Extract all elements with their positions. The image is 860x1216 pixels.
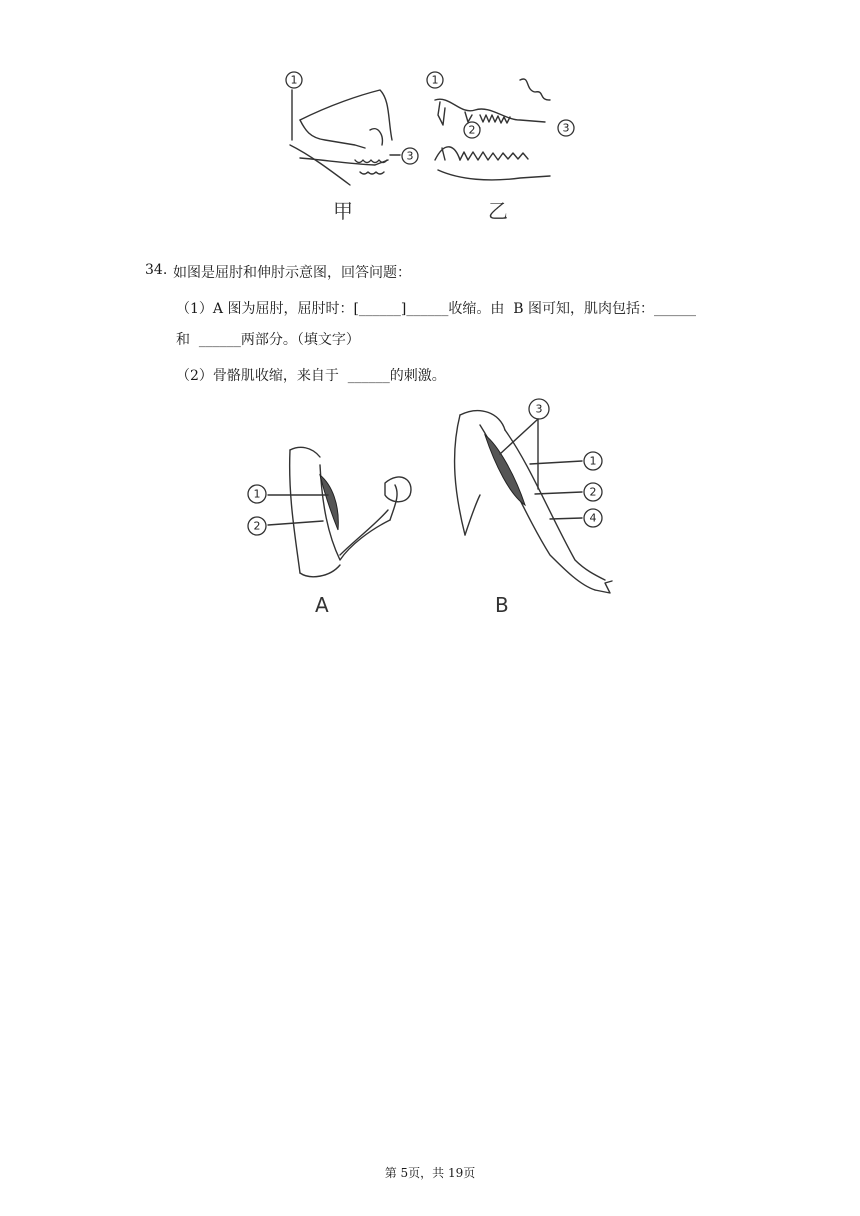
svg-text:3: 3	[562, 121, 570, 135]
marker-yi-3	[556, 118, 576, 138]
figure-label-b: B	[495, 593, 509, 617]
svg-text:2: 2	[468, 123, 476, 137]
svg-text:1: 1	[589, 454, 597, 468]
svg-text:3: 3	[535, 402, 543, 416]
svg-text:4: 4	[589, 511, 597, 525]
figure-label-a: A	[315, 593, 329, 617]
figure-label-jia: 甲	[333, 199, 353, 223]
svg-text:3: 3	[406, 149, 414, 163]
leader-lines-b	[470, 409, 610, 539]
svg-text:1: 1	[253, 487, 261, 501]
question-stem: 如图是屈肘和伸肘示意图，回答问题：	[173, 265, 411, 281]
marker-jia-3	[400, 146, 420, 166]
svg-text:2: 2	[253, 519, 261, 533]
flexed-arm-drawing	[240, 395, 430, 585]
marker-jia-1	[284, 70, 304, 90]
marker-a-1	[246, 483, 268, 505]
marker-yi-2	[462, 120, 482, 140]
question-number: 34.	[145, 262, 168, 278]
teeth-figure	[270, 60, 590, 230]
question-part1-line2: 和 ______两部分。（填文字）	[176, 332, 360, 348]
leader-lines-a	[268, 491, 348, 531]
svg-text:1: 1	[431, 73, 439, 87]
svg-text:1: 1	[290, 73, 298, 87]
marker-yi-1	[425, 70, 445, 90]
svg-text:2: 2	[589, 485, 597, 499]
question-part2: （2）骨骼肌收缩，来自于 ______的刺激。	[176, 368, 446, 384]
page-footer: 第 5页，共 19页	[384, 1166, 476, 1180]
marker-a-2	[246, 515, 268, 537]
figure-label-yi: 乙	[488, 199, 508, 223]
arm-figure	[240, 395, 620, 620]
question-part1-line1: （1）A 图为屈肘，屈肘时：[______]______收缩。由 B 图可知，肌肉包括：______	[176, 301, 697, 317]
